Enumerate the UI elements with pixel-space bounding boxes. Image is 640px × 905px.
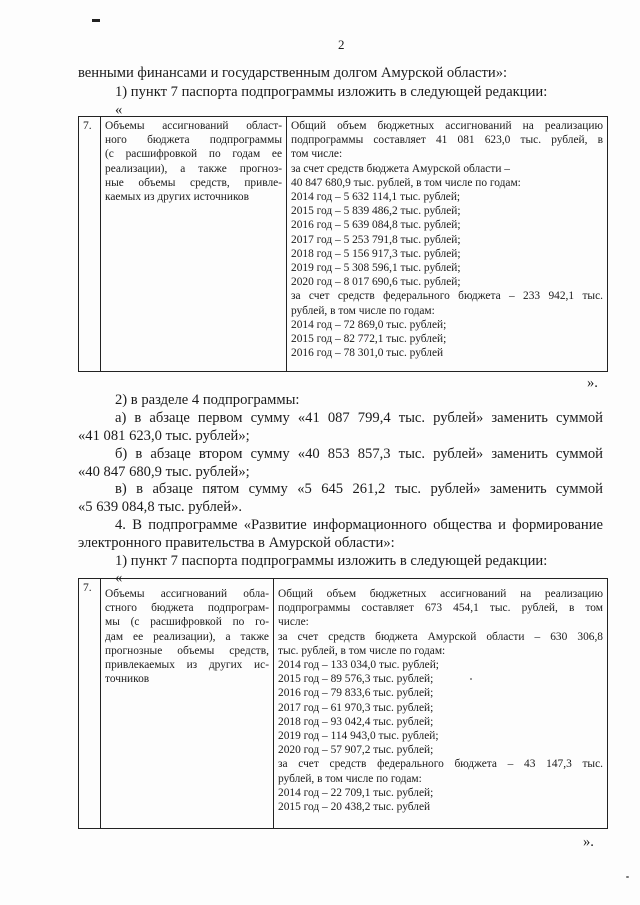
section4-line1: 4. В подпрограмме «Развитие информационного общества и формирование (115, 517, 603, 533)
passport-table-2 (78, 578, 608, 829)
table2-right-line: 2017 год – 61 970,3 тыс. рублей; (278, 701, 434, 714)
table1-num: 7. (79, 117, 101, 372)
table2-left (101, 579, 274, 829)
table2-right-line: 2019 год – 114 943,0 тыс. рублей; (278, 730, 439, 743)
table2-right-line: тыс. рублей, в том числе по годам: (278, 644, 446, 657)
table1-right-line: 2016 год – 78 301,0 тыс. рублей (291, 347, 444, 360)
item2: 2) в разделе 4 подпрограммы: (115, 392, 300, 408)
page-number: 2 (338, 37, 345, 52)
table1-right-line: 2018 год – 5 156 917,3 тыс. рублей; (291, 247, 461, 260)
table1-left-line: ные объемы средств, привле- (105, 176, 282, 189)
close-quote-2: ». (583, 834, 594, 850)
table1-right-line: 2020 год – 8 017 690,6 тыс. рублей; (291, 276, 461, 289)
item2a-line1: а) в абзаце первом сумму «41 087 799,4 тыс. рублей» заменить суммой (115, 410, 603, 426)
passport-table-1 (78, 116, 608, 372)
open-quote: « (115, 102, 123, 118)
table1-left (101, 117, 287, 372)
table2-right-line: за счет средств федерального бюджета – 43 147,3 тыс. (278, 758, 603, 771)
item2c-line2: «5 639 084,8 тыс. рублей». (78, 499, 243, 515)
table2-right-line: Общий объем бюджетных ассигнований на реализацию (278, 588, 603, 600)
table1-right (287, 117, 608, 372)
table2-right-line: 2020 год – 57 907,2 тыс. рублей; (278, 744, 434, 757)
table2-right-line: 2018 год – 93 042,4 тыс. рублей; (278, 715, 434, 728)
item2b-line2: «40 847 680,9 тыс. рублей»; (78, 464, 250, 480)
table2-right-line: числе: (278, 616, 309, 629)
table1-right-line: 2017 год – 5 253 791,8 тыс. рублей; (291, 233, 461, 246)
scan-speck (470, 678, 472, 680)
close-quote-1: ». (587, 375, 598, 391)
item1-title: 1) пункт 7 паспорта подпрограммы изложить в следующей редакции: (115, 84, 548, 100)
table2-left-line: дам ее реализации), а также (105, 630, 269, 643)
table1-right-line: подпрограммы составляет 41 081 623,0 тыс. рублей, в (291, 134, 603, 147)
table2-right-line: 2015 год – 89 576,3 тыс. рублей; (278, 673, 434, 686)
table1-right-line: 2015 год – 82 772,1 тыс. рублей; (291, 333, 447, 346)
table2-right-line: 2014 год – 22 709,1 тыс. рублей; (278, 786, 434, 799)
table2-left-line: Объемы ассигнований обла- (105, 588, 269, 600)
item2b-line1: б) в абзаце втором сумму «40 853 857,3 тыс. рублей» заменить суммой (115, 446, 603, 462)
item2a-line2: «41 081 623,0 тыс. рублей»; (78, 428, 250, 444)
intro-line: венными финансами и государственным долгом Амурской области»: (78, 65, 508, 81)
table1-left-line: каемых из других источников (105, 191, 249, 204)
table2-left-line: мы (с расшифровкой по го- (105, 616, 269, 629)
table1-right-line: 2016 год – 5 639 084,8 тыс. рублей; (291, 219, 461, 232)
item1b-title: 1) пункт 7 паспорта подпрограммы изложить в следующей редакции: (115, 553, 548, 569)
table1-left-line: Объемы ассигнований област- (105, 120, 282, 132)
table1-right-line: Общий объем бюджетных ассигнований на реализацию (291, 120, 603, 132)
table2-left-line: привлекаемых из других ис- (105, 659, 269, 672)
table1-left-line: (с расшифровкой по годам ее (105, 148, 282, 161)
table1-right-line: 2014 год – 72 869,0 тыс. рублей; (291, 318, 447, 331)
table1-right-line: 2015 год – 5 839 486,2 тыс. рублей; (291, 205, 461, 218)
table1-right-line: за счет средств федерального бюджета – 233 942,1 тыс. (291, 290, 603, 303)
table2-left-line: прогнозные объемы средств, (105, 644, 269, 657)
table1-right-line: 2014 год – 5 632 114,1 тыс. рублей; (291, 191, 461, 204)
table2-right-line: подпрограммы составляет 673 454,1 тыс. рублей, в том (278, 602, 603, 615)
table2-right-line: рублей, в том числе по годам: (278, 772, 422, 785)
table2-right-line: 2014 год – 133 034,0 тыс. рублей; (278, 659, 439, 672)
scan-speck (626, 876, 629, 878)
table2-left-line: стного бюджета подпрограм- (105, 602, 269, 615)
table2-left-line: точников (105, 673, 150, 686)
table2-right (274, 579, 608, 829)
table1-left-line: ного бюджета подпрограммы (105, 134, 282, 147)
table1-right-line: 2019 год – 5 308 596,1 тыс. рублей; (291, 262, 461, 275)
table2-right-line: 2015 год – 20 438,2 тыс. рублей (278, 801, 431, 814)
table1-right-line: за счет средств бюджета Амурской области – (291, 162, 510, 175)
table1-left-line: реализации), а также прогноз- (105, 162, 282, 175)
table2-right-line: 2016 год – 79 833,6 тыс. рублей; (278, 687, 434, 700)
table2-right-line: за счет средств бюджета Амурской области – 630 306,8 (278, 630, 603, 643)
section4-line2: электронного правительства в Амурской области»: (78, 535, 395, 551)
scan-mark (92, 19, 100, 22)
table1-right-line: том числе: (291, 148, 343, 161)
open-quote-2: « (115, 570, 123, 586)
table2-num: 7. (79, 579, 101, 829)
table1-right-line: 40 847 680,9 тыс. рублей, в том числе по годам: (291, 176, 521, 189)
item2c-line1: в) в абзаце пятом сумму «5 645 261,2 тыс. рублей» заменить суммой (115, 481, 603, 497)
table1-right-line: рублей, в том числе по годам: (291, 304, 435, 317)
